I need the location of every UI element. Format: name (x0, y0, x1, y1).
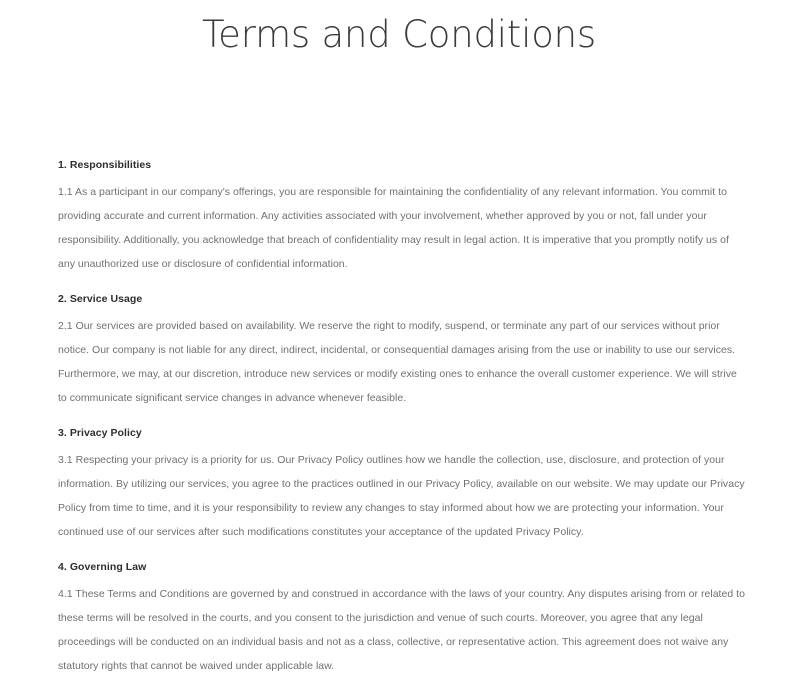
section-governing-law (58, 544, 748, 678)
section-heading: 4. Governing Law (58, 561, 147, 573)
section-body: 1.1 As a participant in our company's offerings, you are responsible for maintaining the confidentiality of any relevant information. You commit to providing accurate and current information. Any activities associated with your involvement, whether approved by you or not, fall under your responsibility. Additionally, you acknowledge that breach of confidentiality may result in legal action. It is imperative that you promptly notify us of any unauthorized use or disclosure of confidential information. (58, 186, 729, 270)
section-body: 3.1 Respecting your privacy is a priority for us. Our Privacy Policy outlines how we handle the collection, use, disclosure, and protection of your information. By utilizing our services, you agree to the practices outlined in our Privacy Policy, available on our website. We may update our Privacy Policy from time to time, and it is your responsibility to review any changes to stay informed about how we are protecting your information. Your continued use of our services after such modifications constitutes your acceptance of the updated Privacy Policy. (58, 454, 745, 538)
section-body: 4.1 These Terms and Conditions are governed by and construed in accordance with the laws of your country. Any disputes arising from or related to these terms will be resolved in the courts, and you consent to the jurisdiction and venue of such courts. Moreover, you agree that any legal proceedings will be conducted on an individual basis and not as a class, collective, or representative action. This agreement does not waive any statutory rights that cannot be waived under applicable law. (58, 588, 745, 672)
section-body: 2.1 Our services are provided based on availability. We reserve the right to modify, suspend, or terminate any part of our services without prior notice. Our company is not liable for any direct, indirect, incidental, or consequential damages arising from the use or inability to use our services. Furthermore, we may, at our discretion, introduce new services or modify existing ones to enhance the overall customer experience. We will strive to communicate significant service changes in advance whenever feasible. (58, 320, 737, 404)
page-title: Terms and Conditions (202, 13, 596, 56)
title-body-spacer (0, 58, 798, 158)
document-content (0, 158, 798, 678)
section-responsibilities (58, 158, 748, 276)
section-heading: 1. Responsibilities (58, 159, 152, 171)
section-heading: 2. Service Usage (58, 293, 143, 305)
section-privacy-policy (58, 410, 748, 544)
section-service-usage (58, 276, 748, 410)
section-heading: 3. Privacy Policy (58, 427, 142, 439)
